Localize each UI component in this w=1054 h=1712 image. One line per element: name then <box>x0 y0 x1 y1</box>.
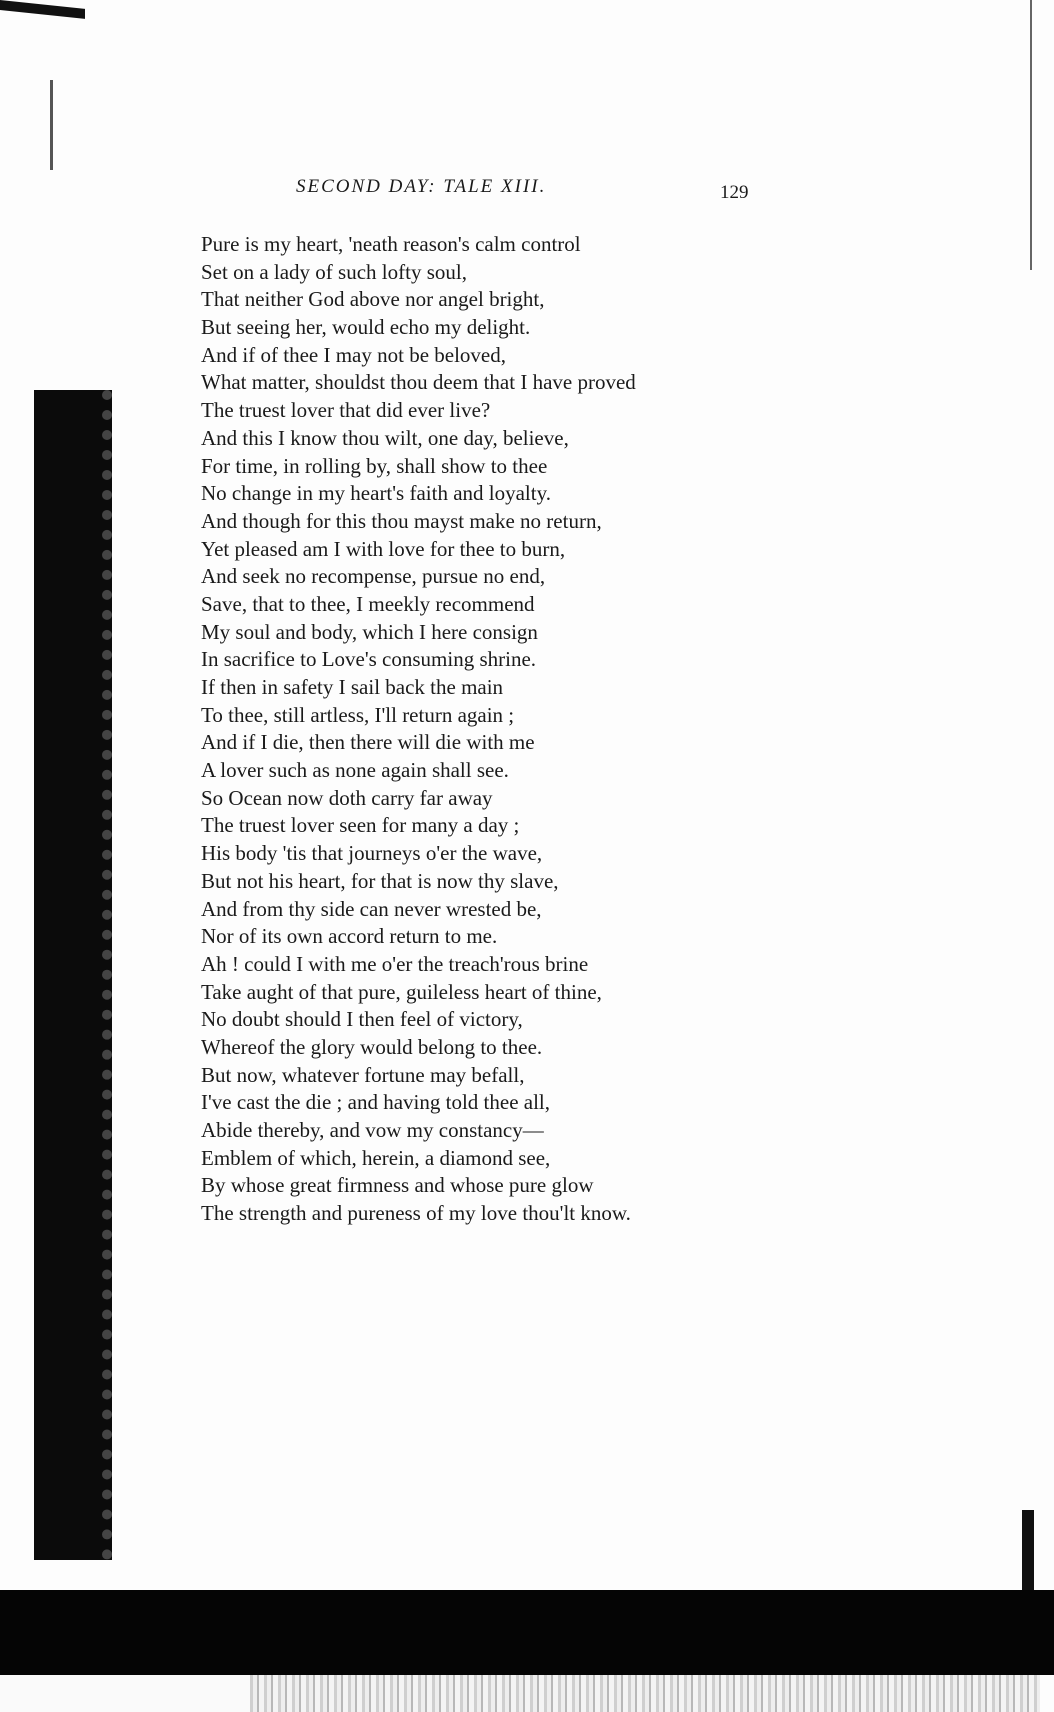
running-head: SECOND DAY: TALE XIII. <box>296 176 547 197</box>
poem-line: Emblem of which, herein, a diamond see, <box>201 1145 551 1170</box>
scan-bottom-margin <box>0 1675 250 1712</box>
poem-line: Yet pleased am I with love for thee to burn, <box>201 536 566 561</box>
poem-line: And if of thee I may not be beloved, <box>201 342 506 367</box>
poem-line: Set on a lady of such lofty soul, <box>201 259 467 284</box>
poem-line: And though for this thou mayst make no return, <box>201 508 602 533</box>
poem-line: Ah ! could I with me o'er the treach'rous brine <box>201 951 589 976</box>
poem-line: The truest lover that did ever live? <box>201 398 491 423</box>
poem-line: But not his heart, for that is now thy slave, <box>201 868 559 893</box>
poem-line: Pure is my heart, 'neath reason's calm control <box>201 232 581 256</box>
poem-line: So Ocean now doth carry far away <box>201 785 493 810</box>
poem-line: But seeing her, would echo my delight. <box>201 315 531 340</box>
poem-line: And this I know thou wilt, one day, believe, <box>201 425 569 450</box>
poem-line: But now, whatever fortune may befall, <box>201 1062 525 1087</box>
poem-line: For time, in rolling by, shall show to thee <box>201 453 548 478</box>
poem-line: The strength and pureness of my love thou'lt know. <box>201 1201 631 1226</box>
scan-edge-mark-right <box>1030 0 1032 270</box>
poem-line: Take aught of that pure, guileless heart of thine, <box>201 979 602 1004</box>
poem-line: No doubt should I then feel of victory, <box>201 1007 523 1032</box>
poem-line: And seek no recompense, pursue no end, <box>201 564 546 589</box>
poem-line: And from thy side can never wrested be, <box>201 896 542 921</box>
poem-line: Abide thereby, and vow my constancy— <box>201 1118 544 1142</box>
poem-line: A lover such as none again shall see. <box>201 758 509 783</box>
poem-line: No change in my heart's faith and loyalty. <box>201 481 551 506</box>
poem-line: To thee, still artless, I'll return again ; <box>201 702 515 727</box>
poem <box>201 231 781 1228</box>
poem-line: That neither God above nor angel bright, <box>201 287 545 312</box>
scan-corner-mark <box>0 0 85 19</box>
scan-bottom-shadow <box>0 1590 1054 1675</box>
scan-edge-mark <box>50 80 53 170</box>
page-header <box>296 176 756 206</box>
poem-line: And if I die, then there will die with me <box>201 730 535 755</box>
poem-line: Whereof the glory would belong to thee. <box>201 1034 543 1059</box>
page-number: 129 <box>720 182 749 203</box>
poem-line: His body 'tis that journeys o'er the wave, <box>201 841 543 866</box>
poem-line: Nor of its own accord return to me. <box>201 924 498 949</box>
poem-line: In sacrifice to Love's consuming shrine. <box>201 647 537 672</box>
poem-line: Save, that to thee, I meekly recommend <box>201 591 535 616</box>
poem-line: By whose great firmness and whose pure glow <box>201 1173 594 1198</box>
poem-line: I've cast the die ; and having told thee all, <box>201 1090 551 1115</box>
poem-line: If then in safety I sail back the main <box>201 675 504 699</box>
poem-line: The truest lover seen for many a day ; <box>201 813 520 838</box>
scan-bottom-noise <box>250 1675 1040 1712</box>
poem-line: My soul and body, which I here consign <box>201 619 538 644</box>
scan-binding-shadow <box>34 390 112 1560</box>
poem-line: What matter, shouldst thou deem that I have proved <box>201 370 636 395</box>
